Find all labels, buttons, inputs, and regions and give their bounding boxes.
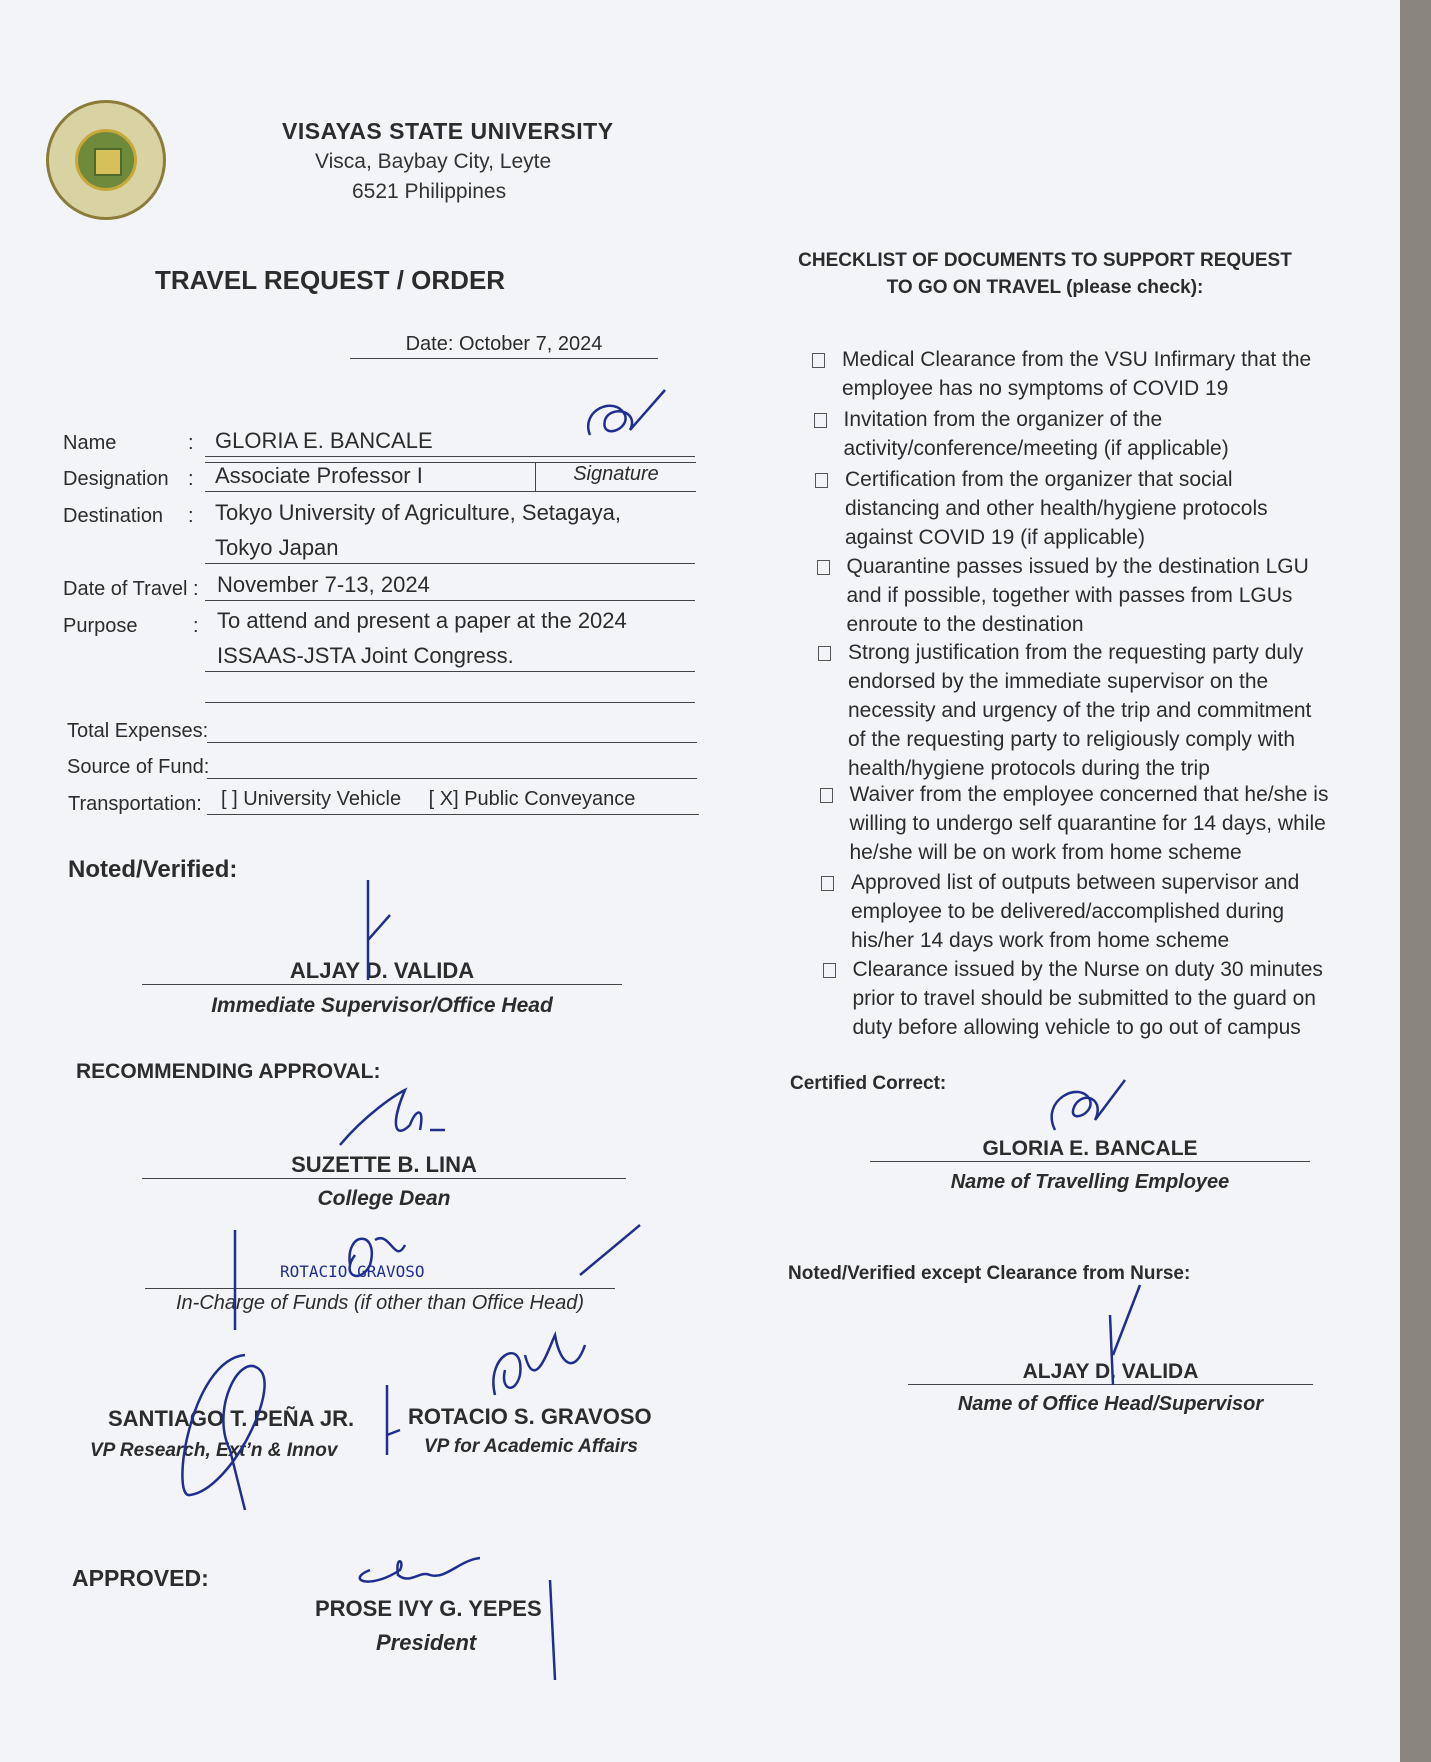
supervisor-title: Immediate Supervisor/Office Head bbox=[211, 994, 553, 1017]
checklist-item-line: and if possible, together with passes from LGUs bbox=[846, 584, 1293, 607]
checklist-item-line: Quarantine passes issued by the destination LGU bbox=[846, 555, 1309, 578]
checklist-item-line: willing to undergo self quarantine for 14 days, while bbox=[849, 812, 1326, 835]
office-head-name: ALJAY D. VALIDA bbox=[908, 1360, 1313, 1385]
checklist-item-line: employee has no symptoms of COVID 19 bbox=[842, 377, 1229, 400]
approved-label: APPROVED: bbox=[72, 1565, 209, 1591]
checkbox-icon bbox=[817, 560, 830, 575]
office-head-title: Name of Office Head/Supervisor bbox=[957, 1393, 1264, 1415]
transport-university-vehicle: [ ] University Vehicle bbox=[221, 788, 402, 810]
employee-title: Name of Travelling Employee bbox=[950, 1171, 1230, 1193]
total-expenses-field bbox=[207, 720, 697, 743]
checkbox-icon bbox=[823, 963, 836, 978]
transportation-field bbox=[207, 788, 699, 815]
checklist-title-1: CHECKLIST OF DOCUMENTS TO SUPPORT REQUEST bbox=[798, 250, 1292, 271]
checklist-item-line: Strong justification from the requesting party duly bbox=[848, 641, 1304, 664]
checklist-item-line: necessity and urgency of the trip and commitment bbox=[848, 699, 1312, 722]
checklist-item-line: enroute to the destination bbox=[846, 613, 1084, 636]
university-seal-icon bbox=[46, 100, 166, 220]
checkbox-icon bbox=[814, 413, 827, 428]
date-of-travel-value: November 7-13, 2024 bbox=[217, 572, 430, 597]
checklist-item-line: Waiver from the employee concerned that he/she is bbox=[849, 783, 1329, 806]
vp-research-title: VP Research, Ext’n & Innov bbox=[90, 1440, 338, 1461]
president-title: President bbox=[376, 1630, 477, 1655]
name-label: Name bbox=[63, 432, 117, 454]
total-expenses-label: Total Expenses: bbox=[67, 720, 209, 742]
form-date: Date: October 7, 2024 bbox=[350, 333, 658, 359]
president-name: PROSE IVY G. YEPES bbox=[315, 1596, 542, 1621]
checklist-item-line: his/her 14 days work from home scheme bbox=[851, 929, 1230, 952]
signature-yepes-icon bbox=[350, 1550, 570, 1705]
checkbox-icon bbox=[818, 646, 831, 661]
checklist-item-line: activity/conference/meeting (if applicable) bbox=[843, 437, 1229, 460]
purpose-value-1: To attend and present a paper at the 2024 bbox=[217, 608, 627, 633]
signature-gravoso-icon bbox=[375, 1335, 705, 1470]
signature-label: Signature bbox=[536, 462, 696, 492]
checklist-item-line: against COVID 19 (if applicable) bbox=[845, 526, 1145, 549]
supervisor-name: ALJAY D. VALIDA bbox=[142, 958, 622, 985]
table-surface bbox=[1400, 0, 1431, 1762]
checklist-item-line: health/hygiene protocols during the trip bbox=[848, 757, 1210, 780]
signature-funds-icon bbox=[220, 1225, 660, 1350]
vp-research-name: SANTIAGO T. PEÑA JR. bbox=[108, 1406, 355, 1431]
checklist-item-line: Clearance issued by the Nurse on duty 30 minutes bbox=[852, 958, 1323, 981]
signature-bancale-2-icon bbox=[1035, 1075, 1155, 1150]
date-of-travel-field bbox=[205, 572, 695, 601]
designation-value: Associate Professor I bbox=[215, 463, 423, 488]
funds-handwritten: ROTACIO GRAVOSO bbox=[280, 1262, 425, 1281]
checklist-item-line: Invitation from the organizer of the bbox=[843, 408, 1163, 431]
checklist-item-line: prior to travel should be submitted to the guard on bbox=[852, 987, 1316, 1010]
checklist-item-line: of the requesting party to religiously comply with bbox=[848, 728, 1296, 751]
signature-valida-icon bbox=[360, 880, 420, 995]
checklist-item-line: employee to be delivered/accomplished during bbox=[851, 900, 1285, 923]
checklist-item-line: endorsed by the immediate supervisor on the bbox=[848, 670, 1269, 693]
address-line2: 6521 Philippines bbox=[352, 180, 507, 203]
transportation-label: Transportation: bbox=[68, 793, 202, 815]
colon: : bbox=[188, 505, 194, 527]
recommending-approval-label: RECOMMENDING APPROVAL: bbox=[76, 1060, 381, 1083]
destination-label: Destination bbox=[63, 505, 164, 527]
checklist-item-line: Approved list of outputs between supervisor and bbox=[851, 871, 1300, 894]
purpose-blank-line bbox=[205, 682, 695, 703]
checklist-item-line: Medical Clearance from the VSU Infirmary that the bbox=[842, 348, 1312, 371]
source-of-fund-field bbox=[207, 756, 697, 779]
employee-name: GLORIA E. BANCALE bbox=[870, 1137, 1310, 1162]
checklist-title-2: TO GO ON TRAVEL (please check): bbox=[886, 277, 1204, 298]
destination-value-2: Tokyo Japan bbox=[215, 535, 339, 560]
transport-public-conveyance: [ X] Public Conveyance bbox=[428, 788, 636, 810]
signature-bancale-icon bbox=[570, 390, 680, 465]
purpose-label: Purpose bbox=[63, 615, 138, 637]
signature-lina-icon bbox=[335, 1085, 455, 1160]
form-title: TRAVEL REQUEST / ORDER bbox=[155, 265, 506, 295]
noted-except-label: Noted/Verified except Clearance from Nurse: bbox=[788, 1263, 1191, 1284]
colon: : bbox=[193, 615, 199, 637]
colon: : bbox=[188, 432, 194, 454]
checklist-item-line: he/she will be on work from home scheme bbox=[849, 841, 1242, 864]
source-of-fund-label: Source of Fund: bbox=[67, 756, 210, 778]
designation-field bbox=[205, 462, 536, 492]
certified-correct-label: Certified Correct: bbox=[790, 1073, 947, 1094]
purpose-field bbox=[205, 643, 695, 672]
vp-academic-title: VP for Academic Affairs bbox=[424, 1436, 639, 1457]
destination-value-1: Tokyo University of Agriculture, Setagaya, bbox=[215, 500, 621, 525]
signature-pena-icon bbox=[170, 1350, 290, 1525]
checkbox-icon bbox=[821, 876, 834, 891]
signature-valida-2-icon bbox=[1105, 1285, 1165, 1400]
university-name: VISAYAS STATE UNIVERSITY bbox=[282, 118, 614, 144]
address-line1: Visca, Baybay City, Leyte bbox=[315, 150, 552, 173]
checklist-item-line: duty before allowing vehicle to go out of campus bbox=[852, 1016, 1301, 1039]
name-value: GLORIA E. BANCALE bbox=[215, 428, 433, 453]
checklist-item-line: distancing and other health/hygiene protocols bbox=[845, 497, 1268, 520]
vp-academic-name: ROTACIO S. GRAVOSO bbox=[408, 1404, 652, 1429]
designation-label: Designation bbox=[63, 468, 169, 490]
checklist-item-line: Certification from the organizer that social bbox=[845, 468, 1233, 491]
dean-title: College Dean bbox=[317, 1187, 451, 1210]
dean-name: SUZETTE B. LINA bbox=[142, 1152, 626, 1179]
colon: : bbox=[188, 468, 194, 490]
destination-field bbox=[205, 535, 695, 564]
checkbox-icon bbox=[812, 353, 825, 368]
date-of-travel-label: Date of Travel : bbox=[63, 578, 199, 600]
checkbox-icon bbox=[820, 788, 833, 803]
noted-verified-label: Noted/Verified: bbox=[68, 856, 238, 883]
funds-title: In-Charge of Funds (if other than Office Head) bbox=[176, 1292, 584, 1314]
purpose-value-2: ISSAAS-JSTA Joint Congress. bbox=[217, 643, 514, 668]
checkbox-icon bbox=[815, 473, 828, 488]
